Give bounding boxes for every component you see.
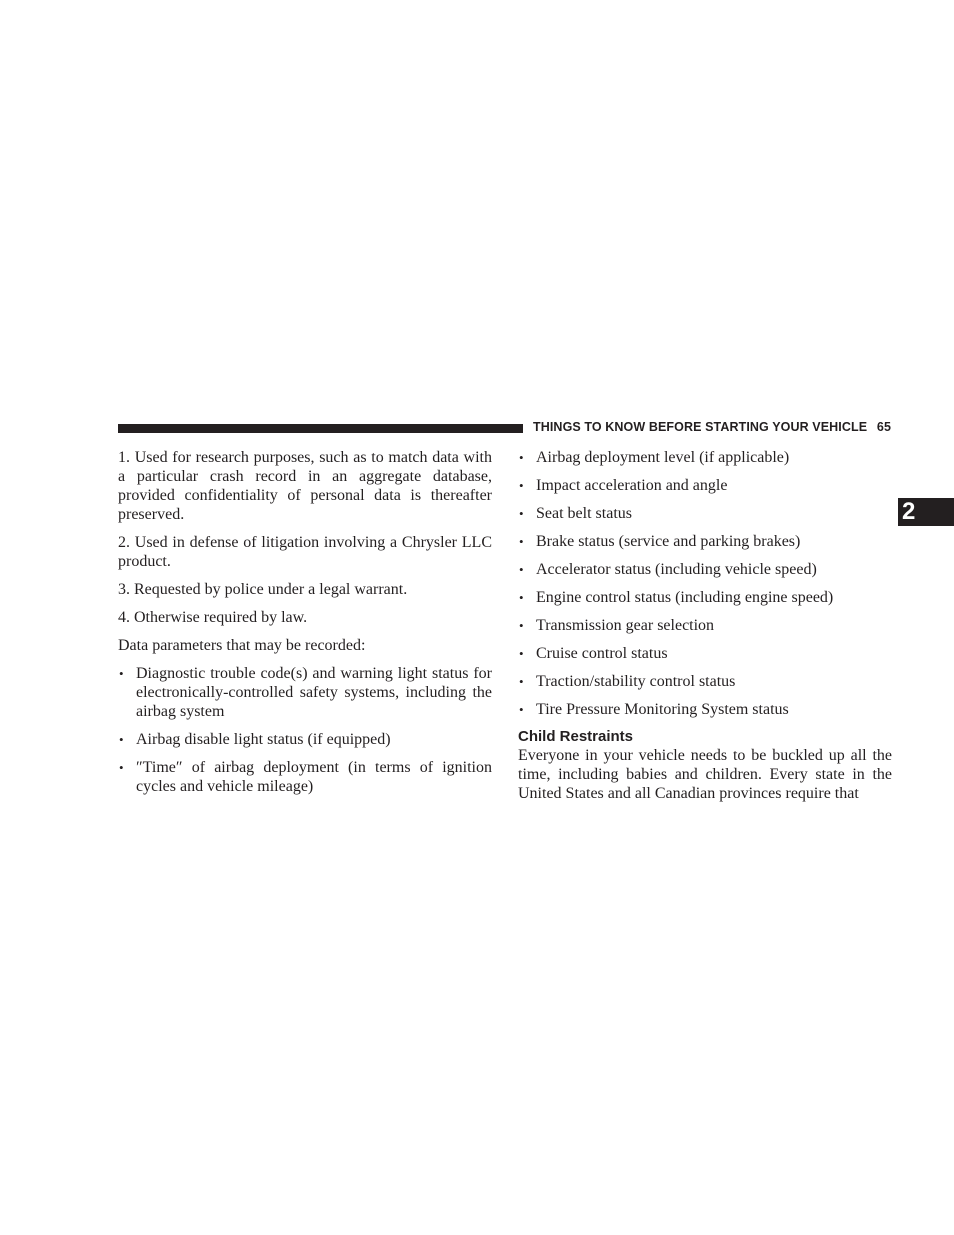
bullet-icon: • (119, 732, 124, 747)
list-item: • ″Time″ of airbag deployment (in terms of ignition cycles and vehicle mileage) (119, 759, 492, 795)
child-restraints-heading: Child Restraints (518, 728, 634, 745)
list-item: • Transmission gear selection (519, 617, 715, 634)
bullet-icon: • (519, 478, 524, 493)
list-item: • Impact acceleration and angle (519, 477, 728, 494)
bullet-icon: • (519, 702, 524, 717)
data-parameters-intro: Data parameters that may be recorded: (118, 637, 366, 654)
bullet-icon: • (519, 674, 524, 689)
chapter-tab: 2 (898, 498, 954, 526)
bullet-icon: • (519, 618, 524, 633)
list-item: • Seat belt status (519, 505, 632, 522)
section-title: THINGS TO KNOW BEFORE STARTING YOUR VEHICLE (533, 420, 868, 434)
numbered-item-3: 3. Requested by police under a legal warrant. (118, 581, 408, 598)
list-item: • Accelerator status (including vehicle speed) (519, 561, 817, 578)
running-header (533, 420, 891, 436)
list-item: • Traction/stability control status (519, 673, 736, 690)
list-item: • Cruise control status (519, 645, 668, 662)
page-number: 65 (876, 420, 891, 434)
bullet-icon: • (519, 450, 524, 465)
numbered-item-4: 4. Otherwise required by law. (118, 609, 308, 626)
list-item: • Airbag deployment level (if applicable) (519, 449, 790, 466)
bullet-icon: • (519, 590, 524, 605)
numbered-item-2: 2. Used in defense of litigation involving a Chrysler LLC product. (118, 534, 492, 570)
header-rule (118, 424, 523, 433)
bullet-icon: • (519, 506, 524, 521)
list-item: • Diagnostic trouble code(s) and warning light status for electronically-controlled safety systems, including the airbag system (119, 665, 492, 720)
child-restraints-paragraph: Everyone in your vehicle needs to be buckled up all the time, including babies and children. Every state in the United States and all Canadian provinces require that (518, 747, 892, 802)
left-column (118, 448, 492, 805)
bullet-icon: • (119, 666, 124, 681)
right-column (518, 448, 892, 812)
list-item: • Tire Pressure Monitoring System status (519, 701, 789, 718)
right-bullet-list (518, 448, 892, 719)
bullet-icon: • (119, 760, 124, 775)
list-item: • Airbag disable light status (if equipped) (119, 731, 391, 748)
bullet-icon: • (519, 534, 524, 549)
left-bullet-list (118, 664, 492, 796)
bullet-icon: • (519, 646, 524, 661)
numbered-item-1: 1. Used for research purposes, such as to match data with a particular crash record in an aggregate database, provided confidentiality of personal data is thereafter preserved. (118, 449, 492, 523)
list-item: • Engine control status (including engine speed) (519, 589, 834, 606)
list-item: • Brake status (service and parking brakes) (519, 533, 801, 550)
bullet-icon: • (519, 562, 524, 577)
